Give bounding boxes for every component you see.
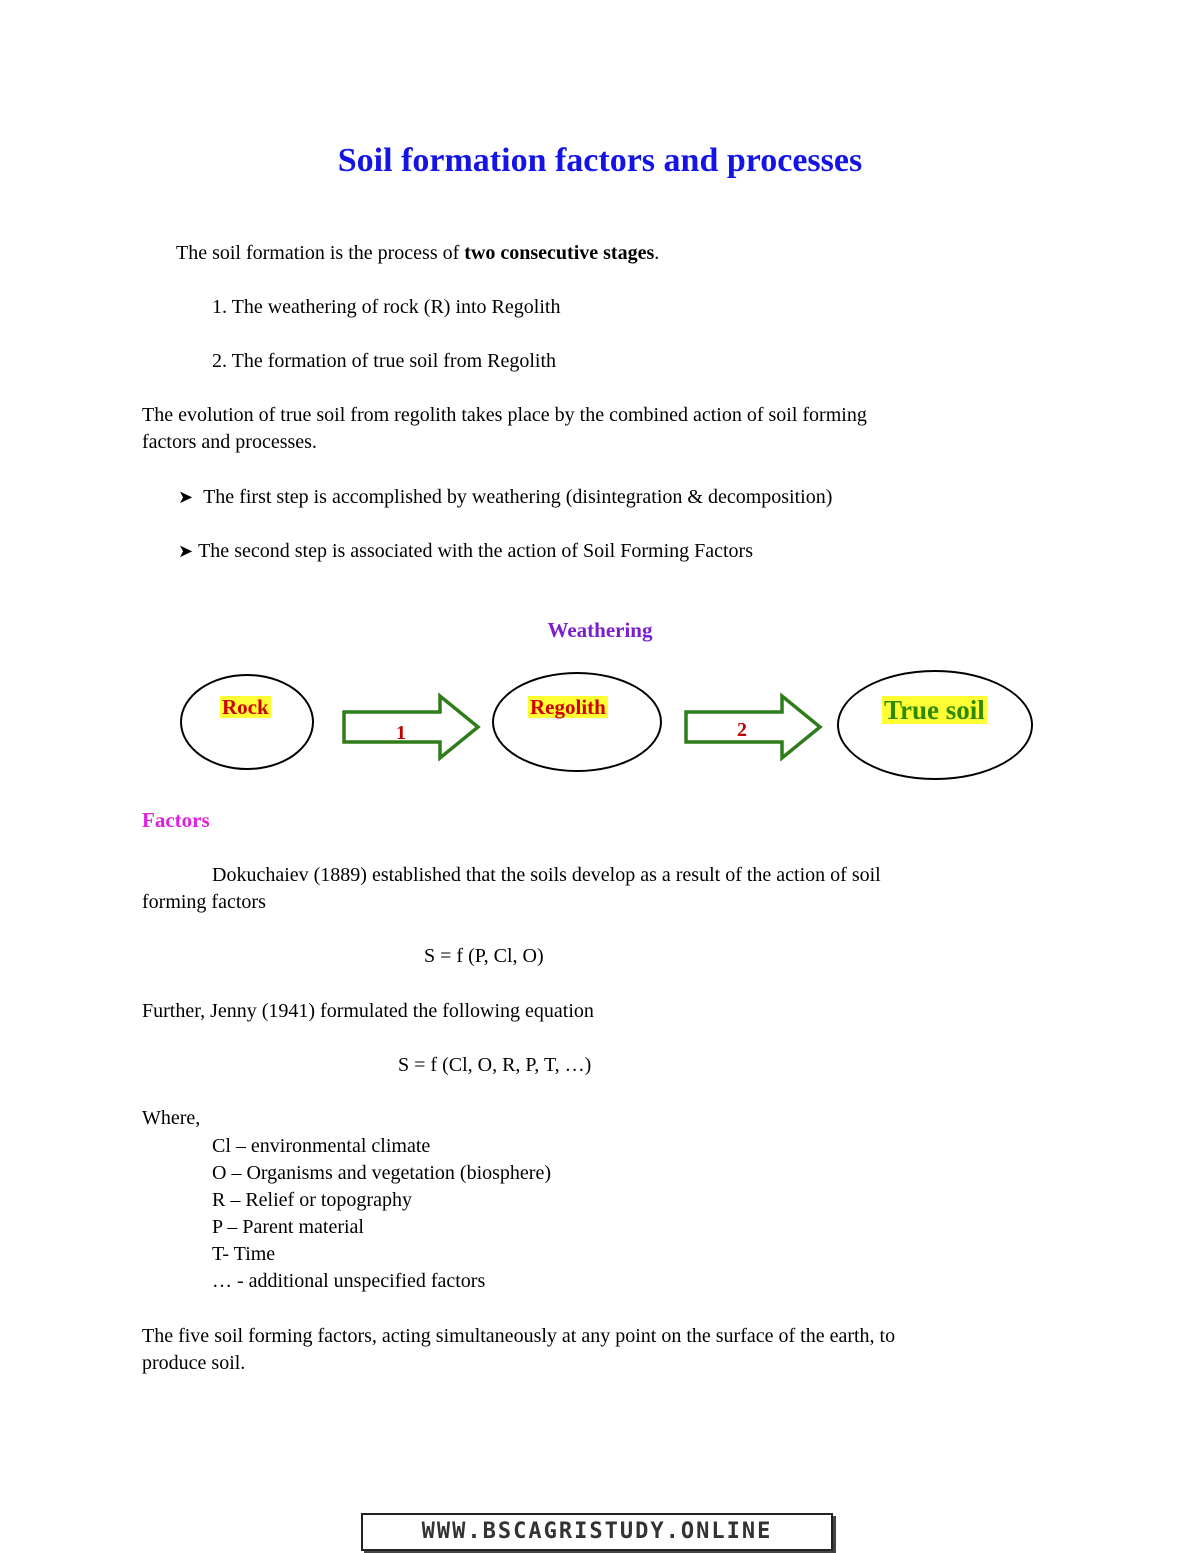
website-stamp: WWW.BSCAGRISTUDY.ONLINE [361,1513,833,1551]
intro-text: The soil formation is the process of [176,242,465,264]
bullet-text: The second step is associated with the action of Soil Forming Factors [198,540,753,562]
conclusion-line: produce soil. [142,1352,246,1374]
equation-dokuchaiev: S = f (P, Cl, O) [424,945,544,967]
intro-bold: two consecutive stages [464,242,655,264]
arrow-1-label: 1 [396,722,406,744]
definition-item: O – Organisms and vegetation (biosphere) [212,1162,551,1184]
page-title: Soil formation factors and processes [337,142,863,179]
definition-item: R – Relief or topography [212,1189,412,1211]
stage-item: 2. The formation of true soil from Regolith [212,350,557,372]
conclusion-line: The five soil forming factors, acting simultaneously at any point on the surface of the earth, to [142,1325,896,1347]
dokuchaiev-line: Dokuchaiev (1889) established that the soils develop as a result of the action of soil [212,864,881,886]
definition-item: Cl – environmental climate [212,1135,431,1157]
rock-label: Rock [222,695,269,719]
evolution-line: factors and processes. [142,431,317,453]
bullet-text: The first step is accomplished by weathering (disintegration & decomposition) [203,486,833,508]
diagram-heading: Weathering [547,618,653,642]
equation-jenny: S = f (Cl, O, R, P, T, …) [398,1054,592,1076]
factors-heading: Factors [142,808,210,832]
bullet-item [178,484,832,511]
stage-item: 1. The weathering of rock (R) into Regolith [212,296,561,318]
dokuchaiev-line: forming factors [142,891,266,913]
definition-item: P – Parent material [212,1216,364,1238]
definition-item: … - additional unspecified factors [212,1270,486,1292]
arrow-2-icon [682,692,828,762]
true-soil-node [837,670,1033,780]
arrow-bullet-icon: ➤ [178,487,194,507]
regolith-label: Regolith [530,695,606,719]
arrow-1-icon [340,692,486,762]
bullet-item [178,538,753,565]
arrow-bullet-icon: ➤ [178,541,194,561]
arrow-2-label: 2 [737,719,747,741]
regolith-node [492,672,662,772]
definition-item: T- Time [212,1243,276,1265]
true-soil-label: True soil [884,695,985,725]
jenny-text: Further, Jenny (1941) formulated the following equation [142,1000,594,1022]
rock-node [180,674,314,770]
evolution-line: The evolution of true soil from regolith takes place by the combined action of soil forming [142,404,867,426]
intro-end: . [654,242,660,264]
where-label: Where, [142,1107,201,1129]
intro-paragraph [176,240,659,267]
